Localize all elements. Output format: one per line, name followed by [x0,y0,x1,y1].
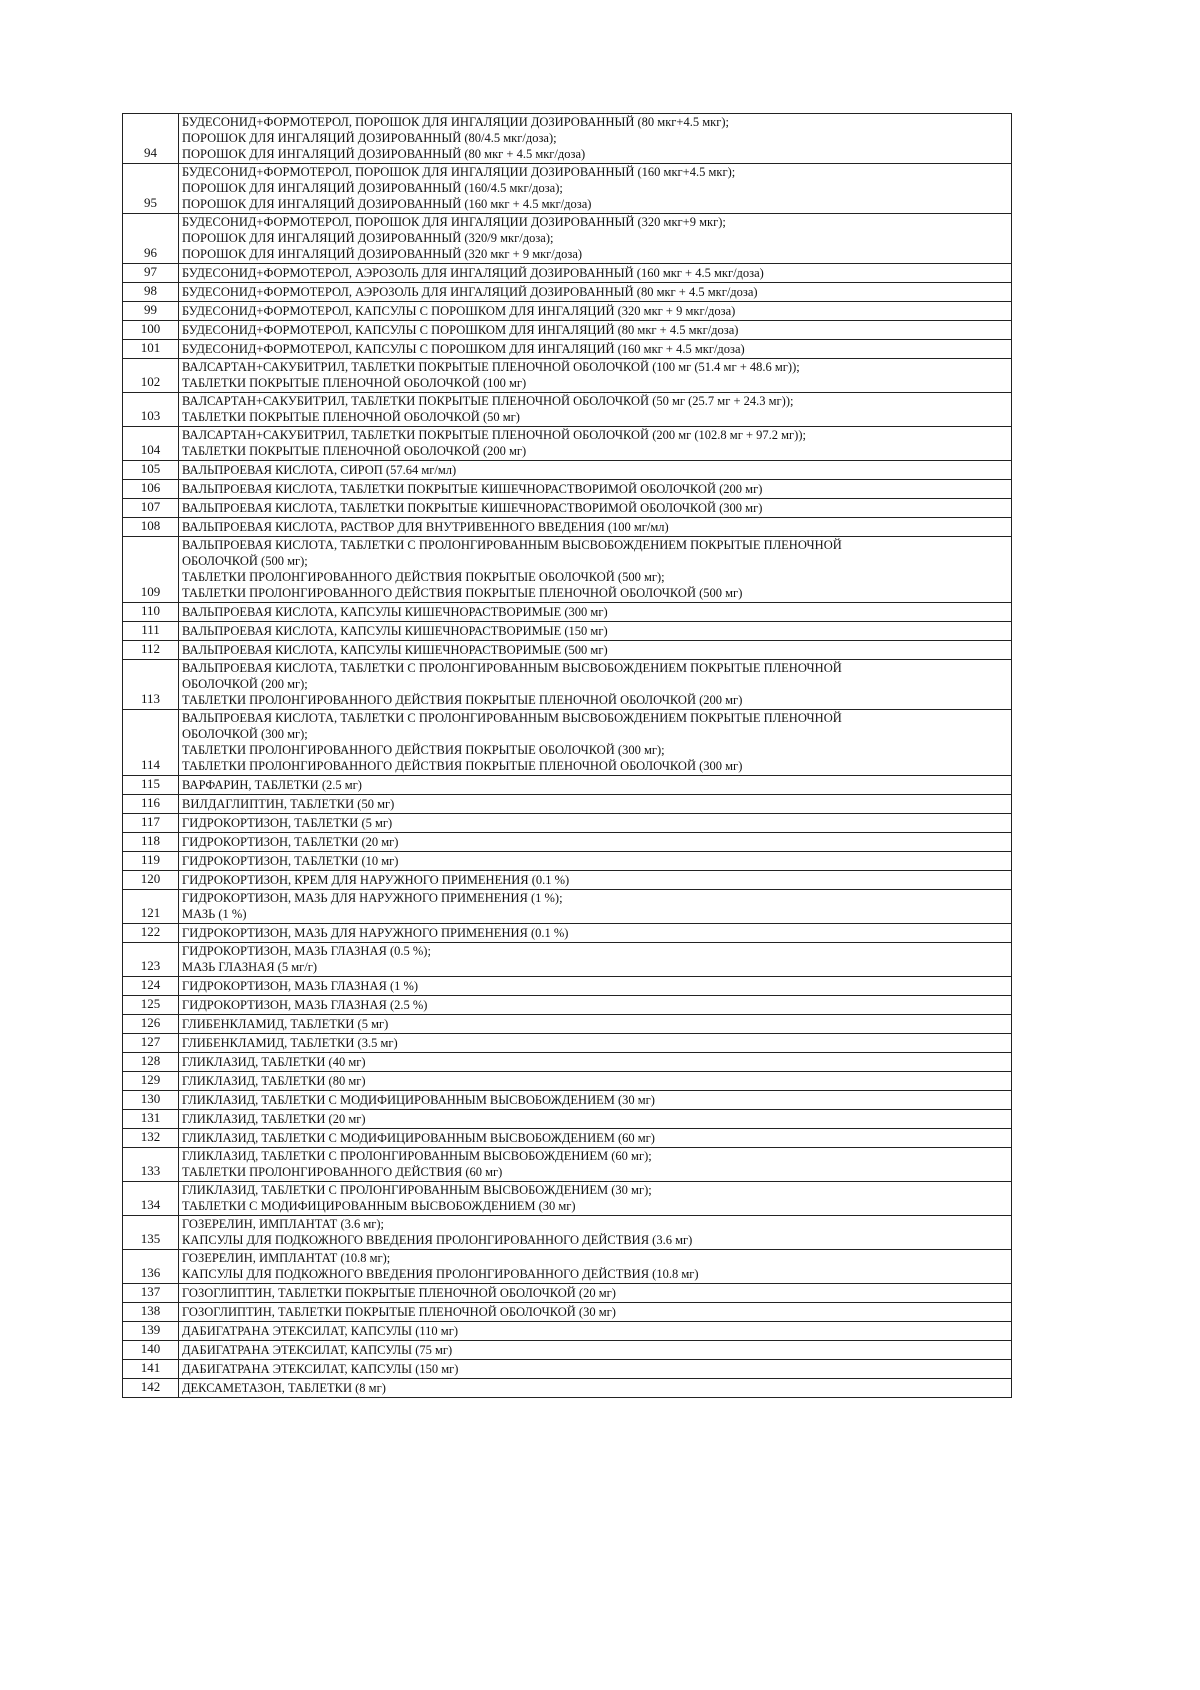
description-line: МАЗЬ (1 %) [182,907,247,921]
row-number: 102 [123,359,179,393]
description-line: ВАЛЬПРОЕВАЯ КИСЛОТА, ТАБЛЕТКИ С ПРОЛОНГИРОВАННЫМ ВЫСВОБОЖДЕНИЕМ ПОКРЫТЫЕ ПЛЕНОЧНОЙ [182,711,842,725]
row-number: 114 [123,710,179,776]
description-line: ГЛИКЛАЗИД, ТАБЛЕТКИ С ПРОЛОНГИРОВАННЫМ ВЫСВОБОЖДЕНИЕМ (30 мг); [182,1183,652,1197]
description-line: БУДЕСОНИД+ФОРМОТЕРОЛ, КАПСУЛЫ С ПОРОШКОМ ДЛЯ ИНГАЛЯЦИЙ (80 мкг + 4.5 мкг/доза) [182,323,739,337]
table-row [123,1072,1012,1091]
description-line: МАЗЬ ГЛАЗНАЯ (5 мг/г) [182,960,317,974]
table-row [123,214,1012,264]
description-line: ДЕКСАМЕТАЗОН, ТАБЛЕТКИ (8 мг) [182,1381,386,1395]
row-number: 101 [123,340,179,359]
row-number: 125 [123,996,179,1015]
row-number: 118 [123,833,179,852]
table-row [123,518,1012,537]
description-line: БУДЕСОНИД+ФОРМОТЕРОЛ, ПОРОШОК ДЛЯ ИНГАЛЯЦИИ ДОЗИРОВАННЫЙ (320 мкг+9 мкг); [182,215,726,229]
row-number: 103 [123,393,179,427]
description-line: ГИДРОКОРТИЗОН, ТАБЛЕТКИ (10 мг) [182,854,399,868]
drug-description [179,795,1012,814]
medication-table-body [123,114,1012,1398]
description-line: ВАЛЬПРОЕВАЯ КИСЛОТА, ТАБЛЕТКИ ПОКРЫТЫЕ КИШЕЧНОРАСТВОРИМОЙ ОБОЛОЧКОЙ (300 мг) [182,501,763,515]
description-line: ТАБЛЕТКИ ПРОЛОНГИРОВАННОГО ДЕЙСТВИЯ (60 мг) [182,1165,503,1179]
description-line: БУДЕСОНИД+ФОРМОТЕРОЛ, АЭРОЗОЛЬ ДЛЯ ИНГАЛЯЦИЙ ДОЗИРОВАННЫЙ (80 мкг + 4.5 мкг/доза) [182,285,758,299]
medication-table [122,113,1012,1398]
description-line: ГЛИКЛАЗИД, ТАБЛЕТКИ (80 мг) [182,1074,366,1088]
table-row [123,996,1012,1015]
table-row [123,499,1012,518]
drug-description [179,1379,1012,1398]
description-line: ГЛИБЕНКЛАМИД, ТАБЛЕТКИ (5 мг) [182,1017,389,1031]
row-number: 117 [123,814,179,833]
row-number: 137 [123,1284,179,1303]
description-line: ТАБЛЕТКИ ПРОЛОНГИРОВАННОГО ДЕЙСТВИЯ ПОКРЫТЫЕ ОБОЛОЧКОЙ (500 мг); [182,570,665,584]
table-row [123,1322,1012,1341]
row-number: 123 [123,943,179,977]
row-number: 129 [123,1072,179,1091]
drug-description [179,814,1012,833]
drug-description [179,302,1012,321]
table-row [123,1379,1012,1398]
description-line: ГЛИБЕНКЛАМИД, ТАБЛЕТКИ (3.5 мг) [182,1036,398,1050]
row-number: 110 [123,603,179,622]
description-line: БУДЕСОНИД+ФОРМОТЕРОЛ, КАПСУЛЫ С ПОРОШКОМ ДЛЯ ИНГАЛЯЦИЙ (320 мкг + 9 мкг/доза) [182,304,736,318]
table-row [123,537,1012,603]
table-row [123,321,1012,340]
row-number: 135 [123,1216,179,1250]
description-line: ОБОЛОЧКОЙ (500 мг); [182,554,308,568]
row-number: 108 [123,518,179,537]
table-row [123,1129,1012,1148]
description-line: ВАЛСАРТАН+САКУБИТРИЛ, ТАБЛЕТКИ ПОКРЫТЫЕ ПЛЕНОЧНОЙ ОБОЛОЧКОЙ (100 мг (51.4 мг + 48.6 мг)); [182,360,800,374]
description-line: ГЛИКЛАЗИД, ТАБЛЕТКИ (40 мг) [182,1055,366,1069]
description-line: ВАЛСАРТАН+САКУБИТРИЛ, ТАБЛЕТКИ ПОКРЫТЫЕ ПЛЕНОЧНОЙ ОБОЛОЧКОЙ (50 мг (25.7 мг + 24.3 мг)); [182,394,794,408]
table-row [123,1303,1012,1322]
description-line: ТАБЛЕТКИ ПРОЛОНГИРОВАННОГО ДЕЙСТВИЯ ПОКРЫТЫЕ ПЛЕНОЧНОЙ ОБОЛОЧКОЙ (300 мг) [182,759,743,773]
drug-description [179,641,1012,660]
description-line: ГЛИКЛАЗИД, ТАБЛЕТКИ (20 мг) [182,1112,366,1126]
row-number: 127 [123,1034,179,1053]
drug-description [179,890,1012,924]
drug-description [179,996,1012,1015]
table-row [123,302,1012,321]
drug-description [179,710,1012,776]
description-line: ГЛИКЛАЗИД, ТАБЛЕТКИ С МОДИФИЦИРОВАННЫМ ВЫСВОБОЖДЕНИЕМ (60 мг) [182,1131,655,1145]
description-line: ПОРОШОК ДЛЯ ИНГАЛЯЦИЙ ДОЗИРОВАННЫЙ (80 мкг + 4.5 мкг/доза) [182,147,586,161]
description-line: БУДЕСОНИД+ФОРМОТЕРОЛ, ПОРОШОК ДЛЯ ИНГАЛЯЦИИ ДОЗИРОВАННЫЙ (80 мкг+4.5 мкг); [182,115,729,129]
row-number: 133 [123,1148,179,1182]
description-line: ТАБЛЕТКИ ПРОЛОНГИРОВАННОГО ДЕЙСТВИЯ ПОКРЫТЫЕ ОБОЛОЧКОЙ (300 мг); [182,743,665,757]
description-line: ВИЛДАГЛИПТИН, ТАБЛЕТКИ (50 мг) [182,797,395,811]
description-line: ГОЗЕРЕЛИН, ИМПЛАНТАТ (3.6 мг); [182,1217,385,1231]
drug-description [179,622,1012,641]
drug-description [179,1091,1012,1110]
table-row [123,795,1012,814]
drug-description [179,1053,1012,1072]
table-row [123,359,1012,393]
drug-description [179,776,1012,795]
description-line: ТАБЛЕТКИ ПРОЛОНГИРОВАННОГО ДЕЙСТВИЯ ПОКРЫТЫЕ ПЛЕНОЧНОЙ ОБОЛОЧКОЙ (500 мг) [182,586,743,600]
description-line: ВАЛЬПРОЕВАЯ КИСЛОТА, РАСТВОР ДЛЯ ВНУТРИВЕННОГО ВВЕДЕНИЯ (100 мг/мл) [182,520,669,534]
table-row [123,1148,1012,1182]
row-number: 134 [123,1182,179,1216]
drug-description [179,1034,1012,1053]
row-number: 138 [123,1303,179,1322]
drug-description [179,871,1012,890]
drug-description [179,321,1012,340]
table-row [123,1250,1012,1284]
row-number: 132 [123,1129,179,1148]
description-line: ВАЛЬПРОЕВАЯ КИСЛОТА, ТАБЛЕТКИ С ПРОЛОНГИРОВАННЫМ ВЫСВОБОЖДЕНИЕМ ПОКРЫТЫЕ ПЛЕНОЧНОЙ [182,538,842,552]
table-row [123,480,1012,499]
description-line: ВАЛЬПРОЕВАЯ КИСЛОТА, КАПСУЛЫ КИШЕЧНОРАСТВОРИМЫЕ (300 мг) [182,605,608,619]
table-row [123,1360,1012,1379]
description-line: ГИДРОКОРТИЗОН, ТАБЛЕТКИ (5 мг) [182,816,393,830]
drug-description [179,1129,1012,1148]
row-number: 112 [123,641,179,660]
table-row [123,114,1012,164]
drug-description [179,499,1012,518]
description-line: ТАБЛЕТКИ ПРОЛОНГИРОВАННОГО ДЕЙСТВИЯ ПОКРЫТЫЕ ПЛЕНОЧНОЙ ОБОЛОЧКОЙ (200 мг) [182,693,743,707]
row-number: 120 [123,871,179,890]
table-row [123,890,1012,924]
row-number: 115 [123,776,179,795]
drug-description [179,660,1012,710]
description-line: ПОРОШОК ДЛЯ ИНГАЛЯЦИЙ ДОЗИРОВАННЫЙ (160 мкг + 4.5 мкг/доза) [182,197,592,211]
description-line: ГИДРОКОРТИЗОН, МАЗЬ ГЛАЗНАЯ (0.5 %); [182,944,431,958]
description-line: ГЛИКЛАЗИД, ТАБЛЕТКИ С МОДИФИЦИРОВАННЫМ ВЫСВОБОЖДЕНИЕМ (30 мг) [182,1093,655,1107]
table-row [123,603,1012,622]
table-row [123,1341,1012,1360]
table-row [123,461,1012,480]
drug-description [179,1110,1012,1129]
description-line: ПОРОШОК ДЛЯ ИНГАЛЯЦИЙ ДОЗИРОВАННЫЙ (160/4.5 мкг/доза); [182,181,563,195]
description-line: ОБОЛОЧКОЙ (200 мг); [182,677,308,691]
description-line: ВАЛЬПРОЕВАЯ КИСЛОТА, КАПСУЛЫ КИШЕЧНОРАСТВОРИМЫЕ (500 мг) [182,643,608,657]
row-number: 131 [123,1110,179,1129]
table-row [123,283,1012,302]
description-line: ГИДРОКОРТИЗОН, МАЗЬ ГЛАЗНАЯ (2.5 %) [182,998,428,1012]
row-number: 113 [123,660,179,710]
description-line: ГИДРОКОРТИЗОН, МАЗЬ ДЛЯ НАРУЖНОГО ПРИМЕНЕНИЯ (1 %); [182,891,563,905]
drug-description [179,1250,1012,1284]
description-line: ОБОЛОЧКОЙ (300 мг); [182,727,308,741]
row-number: 98 [123,283,179,302]
row-number: 94 [123,114,179,164]
drug-description [179,1360,1012,1379]
drug-description [179,1284,1012,1303]
row-number: 99 [123,302,179,321]
table-row [123,1053,1012,1072]
row-number: 116 [123,795,179,814]
drug-description [179,1072,1012,1091]
row-number: 107 [123,499,179,518]
drug-description [179,1182,1012,1216]
row-number: 139 [123,1322,179,1341]
description-line: ВАЛЬПРОЕВАЯ КИСЛОТА, ТАБЛЕТКИ С ПРОЛОНГИРОВАННЫМ ВЫСВОБОЖДЕНИЕМ ПОКРЫТЫЕ ПЛЕНОЧНОЙ [182,661,842,675]
description-line: ГЛИКЛАЗИД, ТАБЛЕТКИ С ПРОЛОНГИРОВАННЫМ ВЫСВОБОЖДЕНИЕМ (60 мг); [182,1149,652,1163]
table-row [123,833,1012,852]
drug-description [179,1303,1012,1322]
table-row [123,776,1012,795]
table-row [123,1091,1012,1110]
row-number: 95 [123,164,179,214]
table-row [123,264,1012,283]
table-row [123,1284,1012,1303]
drug-description [179,1322,1012,1341]
description-line: ДАБИГАТРАНА ЭТЕКСИЛАТ, КАПСУЛЫ (150 мг) [182,1362,459,1376]
drug-description [179,340,1012,359]
drug-description [179,603,1012,622]
table-row [123,1182,1012,1216]
description-line: ТАБЛЕТКИ ПОКРЫТЫЕ ПЛЕНОЧНОЙ ОБОЛОЧКОЙ (50 мг) [182,410,520,424]
description-line: ГИДРОКОРТИЗОН, ТАБЛЕТКИ (20 мг) [182,835,399,849]
row-number: 109 [123,537,179,603]
table-row [123,393,1012,427]
row-number: 119 [123,852,179,871]
drug-description [179,264,1012,283]
description-line: ГИДРОКОРТИЗОН, КРЕМ ДЛЯ НАРУЖНОГО ПРИМЕНЕНИЯ (0.1 %) [182,873,570,887]
drug-description [179,943,1012,977]
table-row [123,710,1012,776]
description-line: ГИДРОКОРТИЗОН, МАЗЬ ГЛАЗНАЯ (1 %) [182,979,419,993]
drug-description [179,164,1012,214]
table-row [123,1015,1012,1034]
description-line: ПОРОШОК ДЛЯ ИНГАЛЯЦИЙ ДОЗИРОВАННЫЙ (80/4.5 мкг/доза); [182,131,557,145]
drug-description [179,461,1012,480]
description-line: ВАРФАРИН, ТАБЛЕТКИ (2.5 мг) [182,778,362,792]
table-row [123,1110,1012,1129]
drug-description [179,977,1012,996]
drug-description [179,924,1012,943]
description-line: БУДЕСОНИД+ФОРМОТЕРОЛ, КАПСУЛЫ С ПОРОШКОМ ДЛЯ ИНГАЛЯЦИЙ (160 мкг + 4.5 мкг/доза) [182,342,745,356]
drug-description [179,114,1012,164]
drug-description [179,1015,1012,1034]
table-row [123,924,1012,943]
description-line: ВАЛЬПРОЕВАЯ КИСЛОТА, КАПСУЛЫ КИШЕЧНОРАСТВОРИМЫЕ (150 мг) [182,624,608,638]
description-line: ВАЛЬПРОЕВАЯ КИСЛОТА, СИРОП (57.64 мг/мл) [182,463,457,477]
description-line: ГОЗОГЛИПТИН, ТАБЛЕТКИ ПОКРЫТЫЕ ПЛЕНОЧНОЙ ОБОЛОЧКОЙ (20 мг) [182,1286,616,1300]
row-number: 126 [123,1015,179,1034]
row-number: 140 [123,1341,179,1360]
row-number: 97 [123,264,179,283]
description-line: БУДЕСОНИД+ФОРМОТЕРОЛ, АЭРОЗОЛЬ ДЛЯ ИНГАЛЯЦИЙ ДОЗИРОВАННЫЙ (160 мкг + 4.5 мкг/доза) [182,266,764,280]
row-number: 124 [123,977,179,996]
table-row [123,977,1012,996]
table-row [123,943,1012,977]
description-line: ВАЛЬПРОЕВАЯ КИСЛОТА, ТАБЛЕТКИ ПОКРЫТЫЕ КИШЕЧНОРАСТВОРИМОЙ ОБОЛОЧКОЙ (200 мг) [182,482,763,496]
description-line: КАПСУЛЫ ДЛЯ ПОДКОЖНОГО ВВЕДЕНИЯ ПРОЛОНГИРОВАННОГО ДЕЙСТВИЯ (10.8 мг) [182,1267,699,1281]
table-row [123,1034,1012,1053]
description-line: ДАБИГАТРАНА ЭТЕКСИЛАТ, КАПСУЛЫ (110 мг) [182,1324,458,1338]
drug-description [179,537,1012,603]
row-number: 142 [123,1379,179,1398]
drug-description [179,852,1012,871]
drug-description [179,1216,1012,1250]
row-number: 122 [123,924,179,943]
table-row [123,660,1012,710]
table-row [123,1216,1012,1250]
description-line: БУДЕСОНИД+ФОРМОТЕРОЛ, ПОРОШОК ДЛЯ ИНГАЛЯЦИИ ДОЗИРОВАННЫЙ (160 мкг+4.5 мкг); [182,165,736,179]
table-row [123,814,1012,833]
drug-description [179,427,1012,461]
row-number: 121 [123,890,179,924]
drug-description [179,214,1012,264]
drug-description [179,1148,1012,1182]
row-number: 100 [123,321,179,340]
row-number: 130 [123,1091,179,1110]
description-line: ГОЗОГЛИПТИН, ТАБЛЕТКИ ПОКРЫТЫЕ ПЛЕНОЧНОЙ ОБОЛОЧКОЙ (30 мг) [182,1305,616,1319]
description-line: КАПСУЛЫ ДЛЯ ПОДКОЖНОГО ВВЕДЕНИЯ ПРОЛОНГИРОВАННОГО ДЕЙСТВИЯ (3.6 мг) [182,1233,693,1247]
drug-description [179,283,1012,302]
description-line: ПОРОШОК ДЛЯ ИНГАЛЯЦИЙ ДОЗИРОВАННЫЙ (320 мкг + 9 мкг/доза) [182,247,583,261]
drug-description [179,1341,1012,1360]
table-row [123,340,1012,359]
drug-description [179,359,1012,393]
description-line: ГОЗЕРЕЛИН, ИМПЛАНТАТ (10.8 мг); [182,1251,391,1265]
description-line: ПОРОШОК ДЛЯ ИНГАЛЯЦИЙ ДОЗИРОВАННЫЙ (320/9 мкг/доза); [182,231,554,245]
description-line: ГИДРОКОРТИЗОН, МАЗЬ ДЛЯ НАРУЖНОГО ПРИМЕНЕНИЯ (0.1 %) [182,926,569,940]
row-number: 106 [123,480,179,499]
row-number: 136 [123,1250,179,1284]
row-number: 104 [123,427,179,461]
row-number: 141 [123,1360,179,1379]
table-row [123,622,1012,641]
drug-description [179,518,1012,537]
row-number: 105 [123,461,179,480]
description-line: ДАБИГАТРАНА ЭТЕКСИЛАТ, КАПСУЛЫ (75 мг) [182,1343,453,1357]
table-row [123,427,1012,461]
drug-description [179,833,1012,852]
row-number: 111 [123,622,179,641]
description-line: ТАБЛЕТКИ С МОДИФИЦИРОВАННЫМ ВЫСВОБОЖДЕНИЕМ (30 мг) [182,1199,576,1213]
table-row [123,641,1012,660]
drug-description [179,480,1012,499]
description-line: ТАБЛЕТКИ ПОКРЫТЫЕ ПЛЕНОЧНОЙ ОБОЛОЧКОЙ (200 мг) [182,444,527,458]
drug-description [179,393,1012,427]
row-number: 96 [123,214,179,264]
table-row [123,852,1012,871]
description-line: ВАЛСАРТАН+САКУБИТРИЛ, ТАБЛЕТКИ ПОКРЫТЫЕ ПЛЕНОЧНОЙ ОБОЛОЧКОЙ (200 мг (102.8 мг + 97.2 мг)); [182,428,806,442]
description-line: ТАБЛЕТКИ ПОКРЫТЫЕ ПЛЕНОЧНОЙ ОБОЛОЧКОЙ (100 мг) [182,376,527,390]
table-row [123,164,1012,214]
row-number: 128 [123,1053,179,1072]
table-row [123,871,1012,890]
